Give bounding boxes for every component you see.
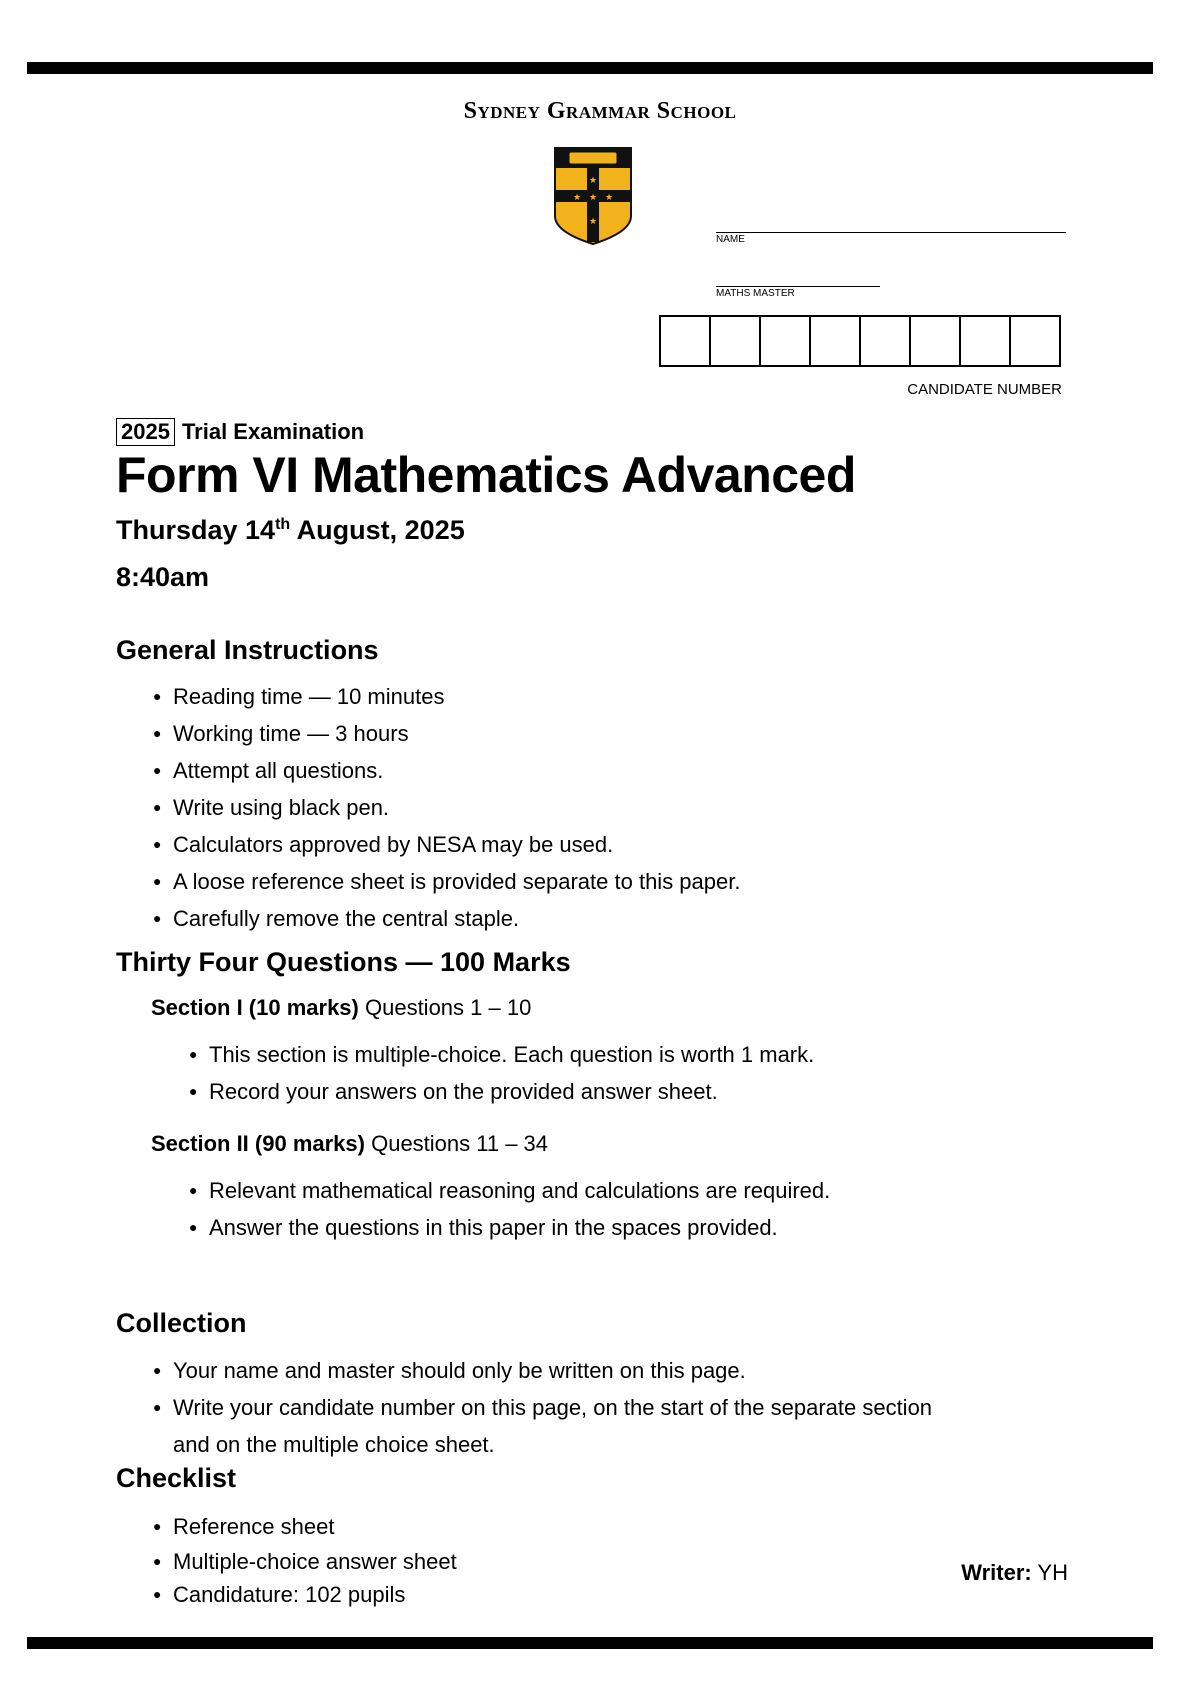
list-item xyxy=(153,900,740,937)
candidate-digit-box[interactable] xyxy=(659,315,709,367)
list-item-text: Candidature: 102 pupils xyxy=(173,1582,406,1607)
section-2-range: Questions 11 – 34 xyxy=(364,1131,549,1156)
maths-master-label: MATHS MASTER xyxy=(716,288,795,299)
collection-heading: Collection xyxy=(116,1308,247,1338)
list-item-text: A loose reference sheet is provided separate to this paper. xyxy=(173,869,741,894)
collection-list xyxy=(153,1352,933,1463)
exam-time: 8:40am xyxy=(116,562,210,592)
list-item xyxy=(153,715,740,752)
page-title: Form VI Mathematics Advanced xyxy=(116,447,856,503)
bullet-icon: ● xyxy=(189,1046,198,1062)
list-item-text: Write your candidate number on this page, on the start of the separate section xyxy=(173,1395,933,1420)
school-crest-logo xyxy=(553,146,633,246)
section-1-heading xyxy=(151,995,531,1021)
date-day: Thursday 14 xyxy=(116,515,276,545)
section-1-list xyxy=(189,1036,815,1110)
name-label: NAME xyxy=(716,234,745,245)
section-2-heading xyxy=(151,1131,548,1157)
list-item xyxy=(153,863,741,900)
bullet-icon: ● xyxy=(153,1518,162,1534)
list-item xyxy=(189,1209,830,1246)
candidate-number-boxes[interactable] xyxy=(659,315,1061,367)
bullet-icon: ● xyxy=(153,799,162,815)
bullet-icon: ● xyxy=(153,873,162,889)
checklist-list xyxy=(153,1508,457,1611)
candidate-digit-box[interactable] xyxy=(859,315,909,367)
section-1-range: Questions 1 – 10 xyxy=(358,995,532,1020)
svg-text:★: ★ xyxy=(604,192,614,202)
bullet-icon: ● xyxy=(189,1219,198,1235)
section-1-title: Section I (10 marks) xyxy=(151,995,359,1020)
list-item xyxy=(153,826,740,863)
list-item-text: Record your answers on the provided answer sheet. xyxy=(209,1079,718,1104)
bullet-icon: ● xyxy=(153,910,162,926)
trial-label: Trial Examination xyxy=(181,419,365,444)
list-item-text: Relevant mathematical reasoning and calculations are required. xyxy=(209,1178,831,1203)
list-item xyxy=(153,789,740,826)
list-item xyxy=(153,1389,933,1426)
list-item-text: Answer the questions in this paper in the spaces provided. xyxy=(209,1215,778,1240)
top-rule xyxy=(27,62,1153,74)
list-item xyxy=(189,1172,831,1209)
bullet-icon: ● xyxy=(153,1553,162,1569)
list-item xyxy=(153,678,740,715)
bullet-icon: ● xyxy=(153,836,162,852)
bullet-icon: ● xyxy=(153,1586,162,1602)
list-item-text: Write using black pen. xyxy=(173,795,390,820)
candidate-digit-box[interactable] xyxy=(959,315,1009,367)
list-item-text: This section is multiple-choice. Each question is worth 1 mark. xyxy=(209,1042,815,1067)
list-item xyxy=(153,1545,457,1578)
list-item-text: Attempt all questions. xyxy=(173,758,384,783)
list-item-text: Calculators approved by NESA may be used. xyxy=(173,832,614,857)
svg-text:★: ★ xyxy=(588,175,598,185)
svg-text:★: ★ xyxy=(588,192,598,202)
candidate-digit-box[interactable] xyxy=(809,315,859,367)
candidate-number-label: CANDIDATE NUMBER xyxy=(907,381,1062,398)
bullet-icon: ● xyxy=(153,1362,162,1378)
list-item xyxy=(153,1578,457,1611)
list-item-text: Your name and master should only be written on this page. xyxy=(173,1358,746,1383)
date-ordinal: th xyxy=(275,516,291,533)
list-item-text: and on the multiple choice sheet. xyxy=(173,1432,495,1457)
bottom-rule xyxy=(27,1637,1153,1649)
bullet-icon: ● xyxy=(153,725,162,741)
exam-year: 2025 xyxy=(116,418,175,446)
list-item xyxy=(153,1352,932,1389)
section-2-title: Section II (90 marks) xyxy=(151,1131,365,1156)
candidate-digit-box[interactable] xyxy=(909,315,959,367)
bullet-icon: ● xyxy=(153,688,162,704)
candidate-digit-box[interactable] xyxy=(1009,315,1061,367)
svg-text:★: ★ xyxy=(572,192,582,202)
school-name: Sydney Grammar School xyxy=(463,98,737,124)
list-item xyxy=(153,752,740,789)
list-item-text: Reading time — 10 minutes xyxy=(173,684,445,709)
section-2-list xyxy=(189,1172,831,1246)
exam-date xyxy=(116,515,465,546)
writer-label: Writer: xyxy=(961,1560,1032,1585)
date-month-year: August, 2025 xyxy=(290,515,465,545)
list-item-text: Carefully remove the central staple. xyxy=(173,906,520,931)
list-item xyxy=(189,1073,814,1110)
list-item xyxy=(189,1036,815,1073)
list-item-continuation xyxy=(173,1426,932,1463)
bullet-icon: ● xyxy=(189,1083,198,1099)
questions-heading: Thirty Four Questions — 100 Marks xyxy=(116,947,571,977)
bullet-icon: ● xyxy=(153,762,162,778)
list-item-text: Reference sheet xyxy=(173,1514,335,1539)
bullet-icon: ● xyxy=(189,1182,198,1198)
list-item xyxy=(153,1508,457,1545)
candidate-digit-box[interactable] xyxy=(709,315,759,367)
svg-text:★: ★ xyxy=(588,216,598,226)
bullet-icon: ● xyxy=(153,1399,162,1415)
writer-value: YH xyxy=(1031,1560,1068,1585)
trial-line xyxy=(116,418,364,446)
general-instructions-heading: General Instructions xyxy=(116,635,379,665)
checklist-heading: Checklist xyxy=(116,1463,237,1493)
maths-master-field-line[interactable] xyxy=(716,286,880,287)
list-item-text: Multiple-choice answer sheet xyxy=(173,1549,457,1574)
list-item-text: Working time — 3 hours xyxy=(173,721,409,746)
writer-credit xyxy=(961,1560,1068,1586)
candidate-digit-box[interactable] xyxy=(759,315,809,367)
name-field-line[interactable] xyxy=(716,232,1066,233)
general-instructions-list xyxy=(153,678,741,937)
